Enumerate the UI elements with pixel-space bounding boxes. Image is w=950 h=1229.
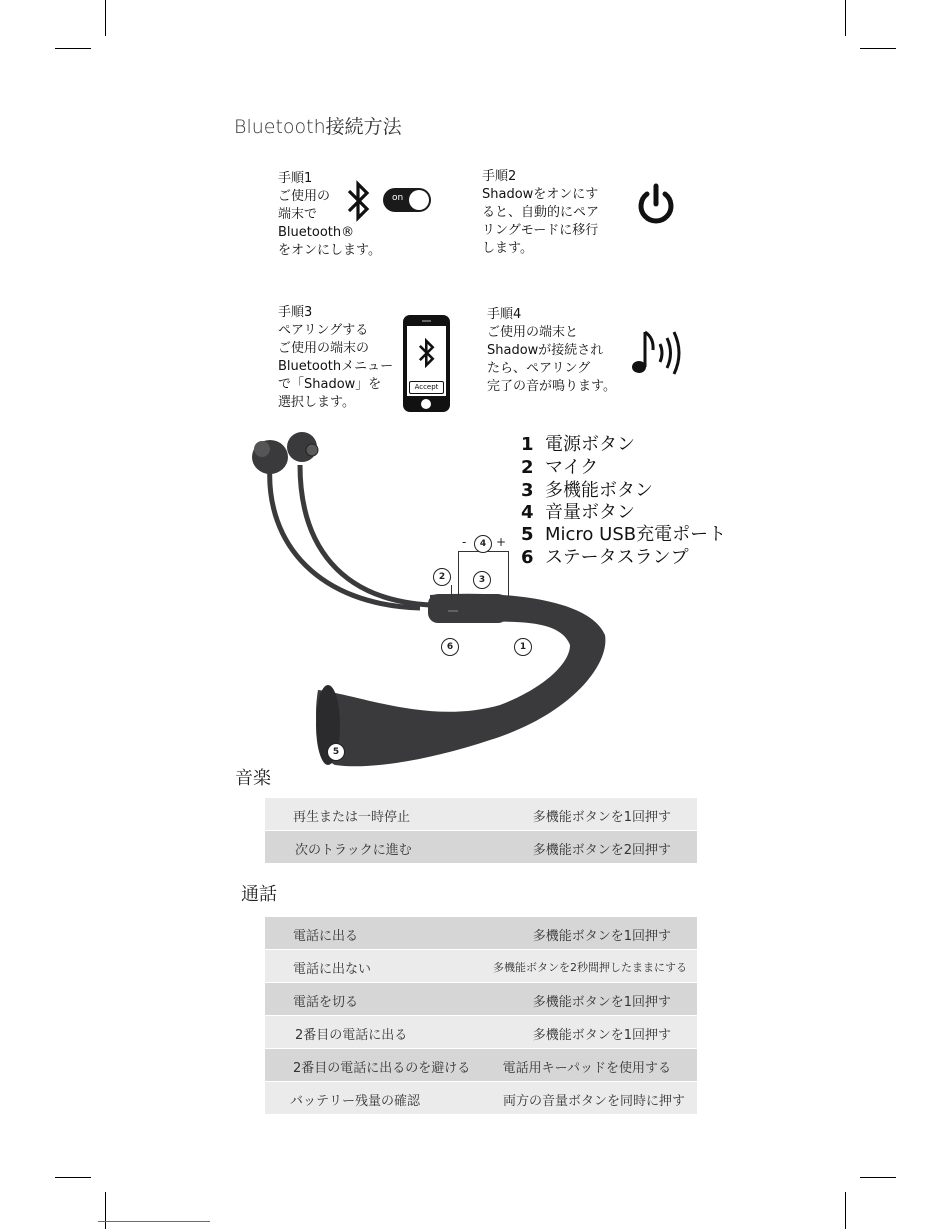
table-row: 電話に出る 多機能ボタンを1回押す [265, 917, 697, 950]
callout-2: 2 [433, 568, 451, 586]
calls-table [265, 917, 697, 1115]
step-4-text: 手順4 ご使用の端末と Shadowが接続され たら、ペアリング 完了の音が鳴ります。 [487, 307, 616, 394]
power-icon [634, 182, 678, 232]
step-2-text: 手順2 Shadowをオンにす ると、自動的にペア リングモードに移行 します。 [482, 169, 600, 256]
crop-mark [105, 0, 106, 36]
toggle-knob [409, 190, 429, 210]
callout-6: 6 [441, 638, 459, 656]
legend-item: 4 音量ボタン [521, 502, 635, 523]
phone-icon [403, 315, 450, 412]
phone-speaker [422, 320, 431, 322]
callout-4: 4 [474, 535, 492, 553]
mic-leader-line [451, 585, 452, 599]
table-row: 次のトラックに進む 多機能ボタンを2回押す [265, 831, 697, 864]
music-note-icon [630, 326, 688, 384]
legend-item: 5 Micro USB充電ポート [521, 524, 727, 545]
callout-3: 3 [473, 571, 491, 589]
page-title: Bluetooth接続方法 [234, 116, 402, 138]
crop-mark [845, 0, 846, 36]
callout-1: 1 [514, 638, 532, 656]
table-row: 2番目の電話に出る 多機能ボタンを1回押す [265, 1016, 697, 1049]
crop-mark [55, 1177, 91, 1178]
toggle-switch [383, 188, 431, 212]
table-row: 電話を切る 多機能ボタンを1回押す [265, 983, 697, 1016]
table-row: 2番目の電話に出るのを避ける 電話用キーパッドを使用する [265, 1049, 697, 1082]
phone-home-button [421, 399, 431, 409]
bottom-rule [98, 1221, 210, 1222]
plus-sign: + [496, 535, 507, 549]
phone-screen [407, 326, 446, 396]
step-3-text: 手順3 ペアリングする ご使用の端末の Bluetoothメニュー で「Shadow」を 選択します。 [278, 305, 394, 410]
toggle-label: on [392, 193, 404, 203]
table-row: バッテリー残量の確認 両方の音量ボタンを同時に押す [265, 1082, 697, 1115]
bluetooth-icon [345, 180, 373, 226]
crop-mark [105, 1192, 106, 1229]
phone-bluetooth-icon [417, 336, 437, 370]
legend-item: 3 多機能ボタン [521, 480, 653, 501]
accept-button: Accept [409, 381, 444, 394]
legend-item: 2 マイク [521, 457, 599, 478]
table-row: 再生または一時停止 多機能ボタンを1回押す [265, 798, 697, 831]
table-row: 電話に出ない 多機能ボタンを2秒間押したままにする [265, 950, 697, 983]
crop-mark [860, 48, 896, 49]
minus-sign: - [462, 535, 467, 549]
crop-mark [845, 1192, 846, 1229]
calls-heading: 通話 [241, 884, 277, 905]
step-1-text: 手順1 ご使用の 端末で Bluetooth® をオンにします。 [278, 171, 381, 258]
crop-mark [55, 48, 91, 49]
legend-item: 6 ステータスランプ [521, 547, 689, 568]
crop-mark [860, 1177, 896, 1178]
legend-item: 1 電源ボタン [521, 434, 635, 455]
callout-5: 5 [327, 743, 345, 761]
music-table [265, 798, 697, 864]
music-heading: 音楽 [235, 768, 271, 789]
